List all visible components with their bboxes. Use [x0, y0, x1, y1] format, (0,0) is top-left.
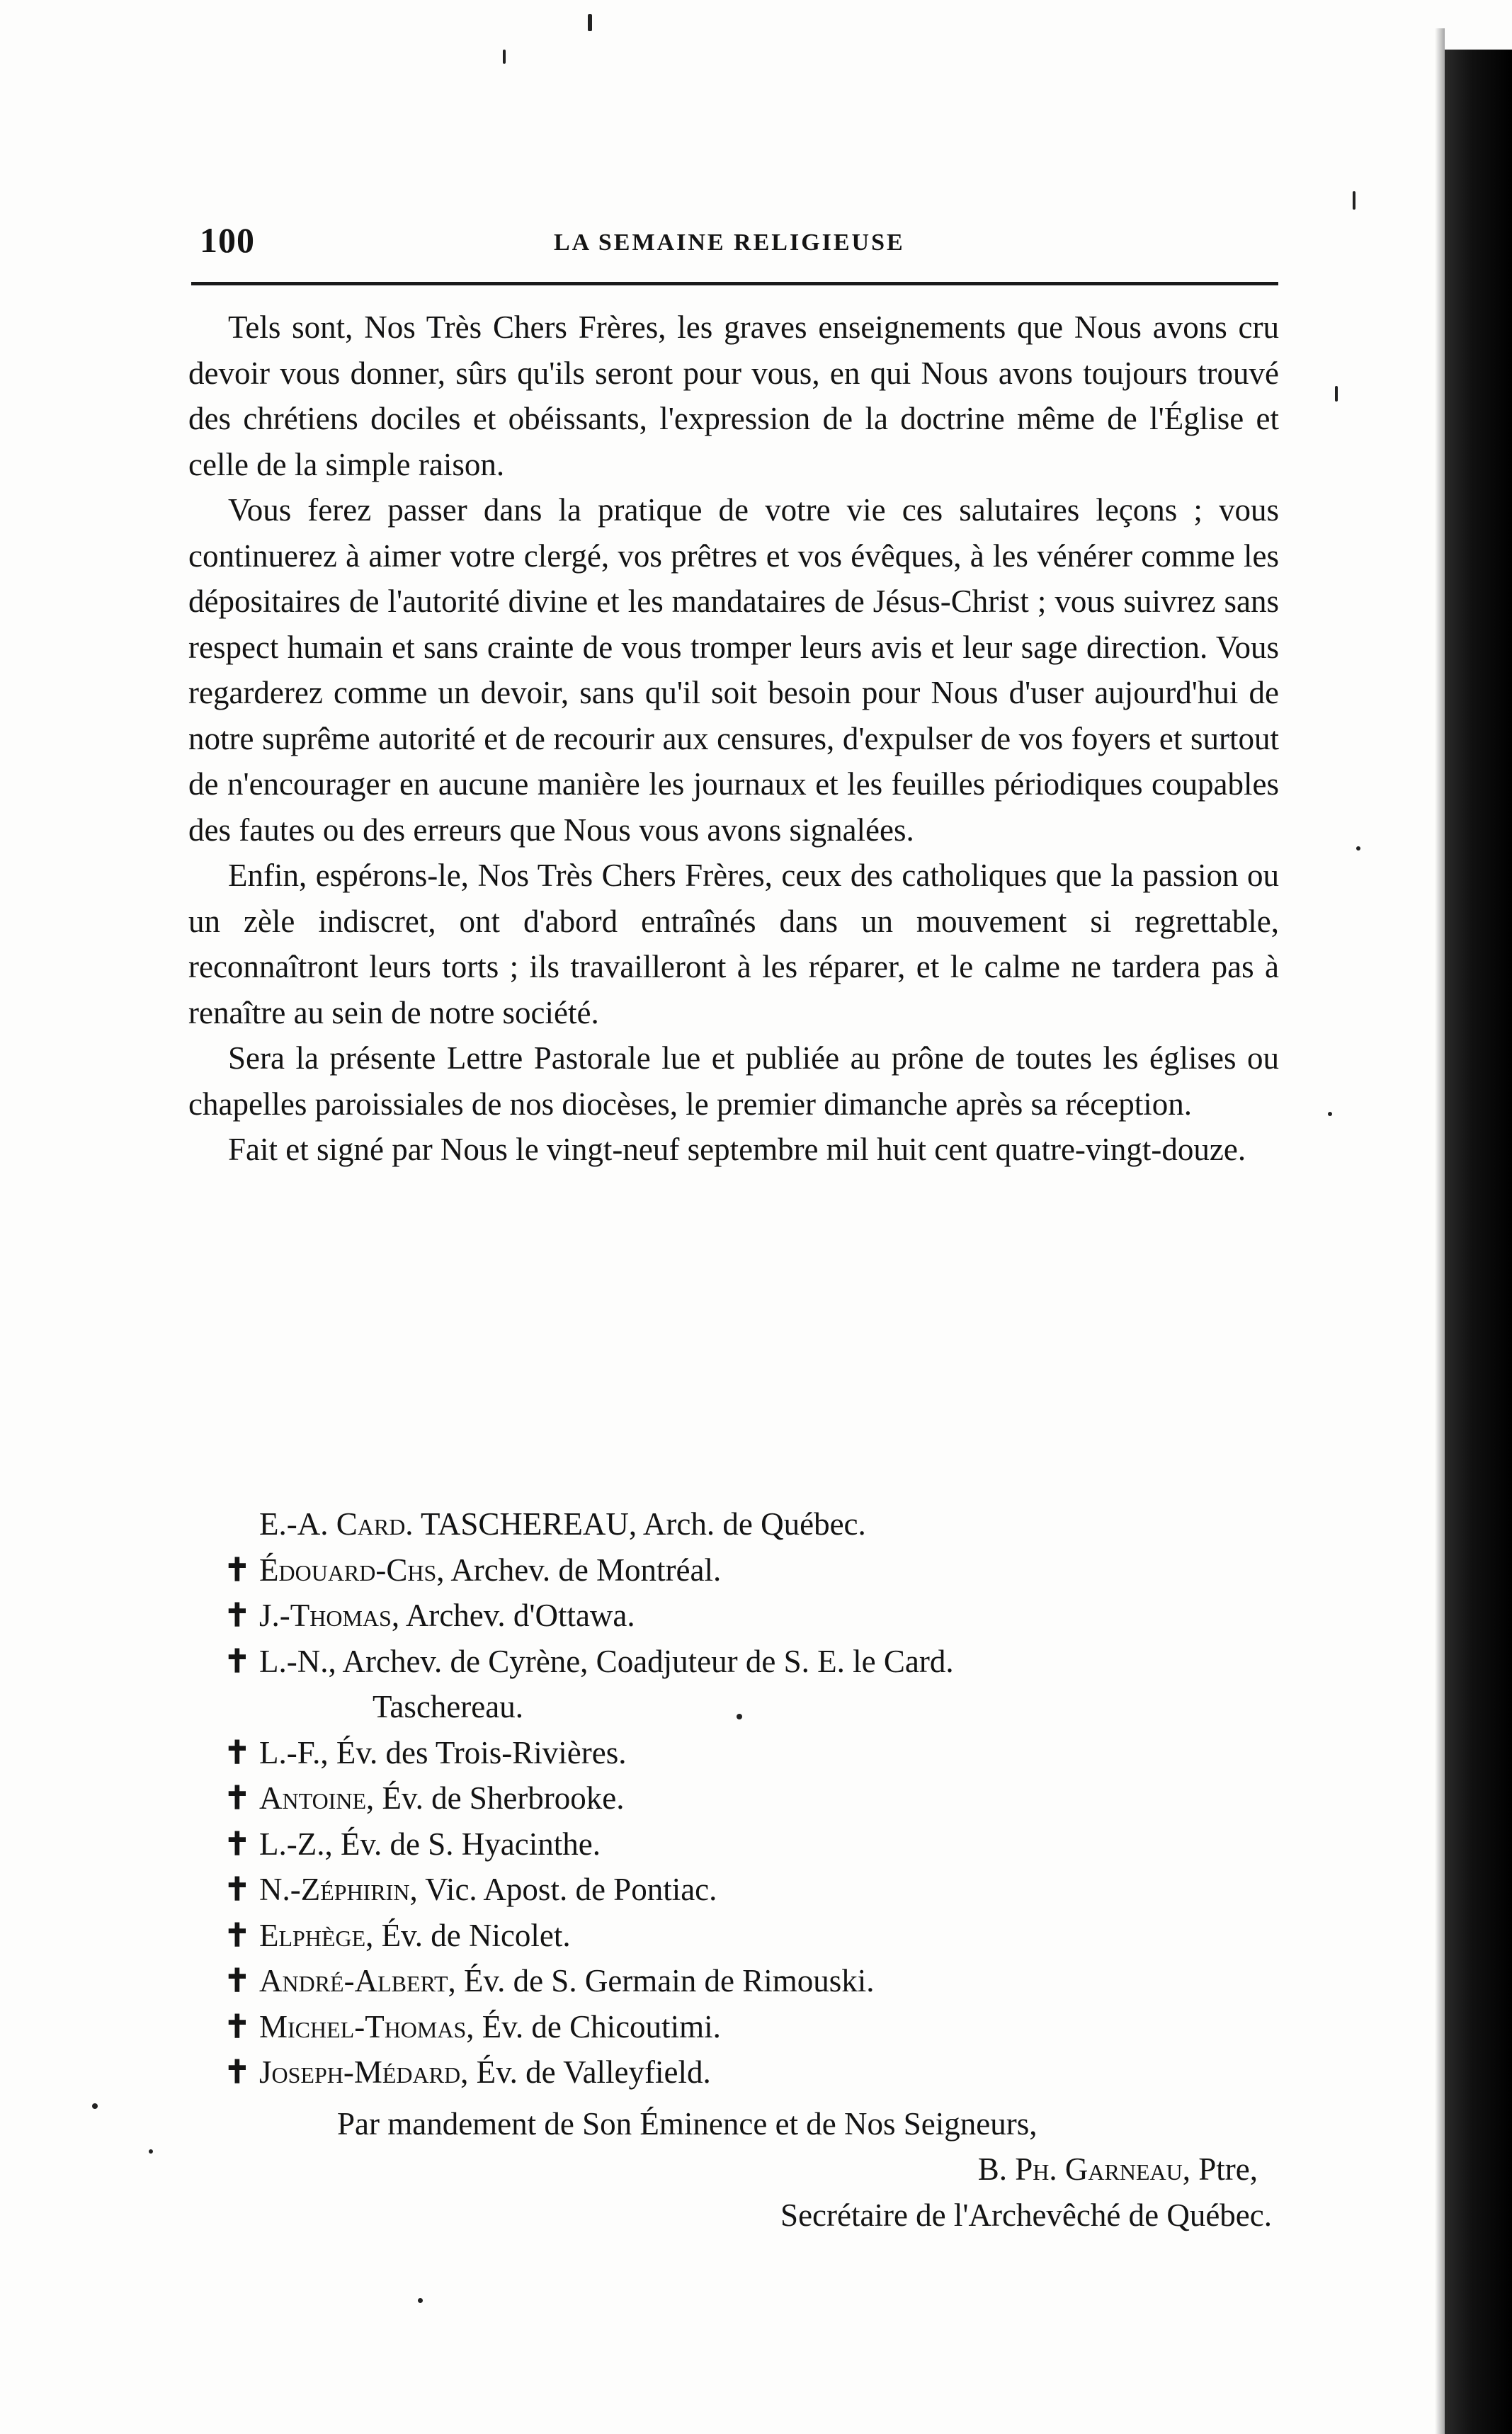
cross-icon: ✝ [224, 1643, 251, 1679]
cross-icon: ✝ [224, 2054, 251, 2090]
mandement-line: Par mandement de Son Éminence et de Nos Seigneurs, [337, 2105, 1038, 2142]
signature-bishop [188, 1593, 1279, 1639]
signature-see: , Archev. de Montréal. [436, 1552, 722, 1588]
signature-see: , Év. de Chicoutimi. [466, 2008, 721, 2045]
paragraph-hope: Enfin, espérons-le, Nos Très Chers Frères, ceux des catholiques que la passion ou un zèle indiscret, ont d'abord entraînés dans un mouvement si regrettable, reconnaîtront leurs torts ; ils travailleront à les réparer, et le calme ne tardera pas à renaître au sein de notre société. [188, 858, 1279, 1030]
signature-see: , Év. de S. Hyacinthe. [324, 1826, 601, 1862]
letter-body [188, 305, 1279, 1173]
scan-speck [503, 50, 506, 64]
signature-see: , Vic. Apost. de Pontiac. [409, 1872, 717, 1907]
cross-icon: ✝ [224, 1917, 251, 1953]
running-title: LA SEMAINE RELIGIEUSE [554, 229, 905, 256]
signature-bishop [188, 2004, 1279, 2050]
page-edge-gradient [1435, 28, 1445, 2434]
page-header [200, 220, 1273, 269]
paragraph-conclusion: Tels sont, Nos Très Chers Frères, les graves enseignements que Nous avons cru devoir vous donner, sûrs qu'ils seront pour vous, en qui Nous avons toujours trouvé des chrétiens dociles et obéissants, l'expression de la doctrine même de l'Église et celle de la simple raison. [188, 309, 1279, 482]
signature-name: N.-Zéphirin [259, 1872, 410, 1907]
signature-name: Édouard-Chs [259, 1552, 437, 1588]
page-number: 100 [200, 220, 255, 260]
signature-see: , Év. de S. Germain de Rimouski. [448, 1963, 875, 1998]
signature-bishop [188, 1547, 1279, 1593]
scan-speck [149, 2149, 153, 2154]
scan-speck [92, 2103, 98, 2109]
secretary-title: Secrétaire de l'Archevêché de Québec. [780, 2197, 1272, 2233]
scan-speck [1353, 191, 1355, 210]
scan-speck [1335, 386, 1338, 402]
signature-bishop [188, 1913, 1279, 1959]
signature-see: , Év. de Sherbrooke. [366, 1780, 625, 1816]
signature-name: J.-Thomas [259, 1598, 392, 1633]
signature-see: , Archev. d'Ottawa. [391, 1598, 635, 1633]
signature-name: Joseph-Médard [259, 2054, 461, 2090]
signature-bishop [188, 1775, 1279, 1821]
cross-icon: ✝ [224, 1734, 251, 1770]
signature-name: L.-N. [259, 1643, 329, 1679]
signature-bishop [188, 1867, 1279, 1913]
secretary-suffix: , Ptre, [1182, 2151, 1258, 2187]
signature-see: , Archev. de Cyrène, Coadjuteur de S. E. le Card. [328, 1643, 954, 1679]
header-rule [191, 282, 1278, 285]
cross-icon: ✝ [224, 1780, 251, 1816]
scan-speck [1328, 1112, 1332, 1116]
book-gutter-shadow [1445, 50, 1512, 2434]
scan-speck [588, 14, 592, 31]
signature-bishop [188, 1958, 1279, 2004]
signature-cardinal-title: TASCHEREAU, Arch. de Québec. [413, 1506, 866, 1542]
secretary-name: B. Ph. Garneau [977, 2151, 1183, 2187]
signature-bishop [188, 1639, 1279, 1685]
signature-block [188, 1501, 1279, 2238]
signature-see: , Év. de Nicolet. [365, 1917, 571, 1953]
signature-cardinal [188, 1501, 1279, 1547]
signature-see: , Év. de Valleyfield. [460, 2054, 711, 2090]
cross-icon: ✝ [224, 1963, 251, 1998]
paragraph-exhortation: Vous ferez passer dans la pratique de votre vie ces salutaires leçons ; vous continuerez à aimer votre clergé, vos prêtres et vos évêques, à les vénérer comme les dépositaires de l'autorité divine et les mandataires de Jésus-Christ ; vous suivrez sans respect humain et sans crainte de vous tromper leurs avis et leur sage direction. Vous regarderez comme un devoir, sans qu'il soit besoin pour Nous d'user aujourd'hui de notre suprême autorité et de recourir aux censures, d'expulser de vos foyers et surtout de n'encourager en aucune manière les journaux et les feuilles périodiques coupables des fautes ou des erreurs que Nous vous avons signalées. [188, 492, 1279, 848]
signature-name: Elphège [259, 1917, 366, 1953]
scan-speck [737, 1714, 742, 1719]
cross-icon: ✝ [224, 1552, 251, 1588]
signature-name: André-Albert [259, 1963, 448, 1998]
signature-name: Antoine [259, 1780, 366, 1816]
signature-cardinal-name: E.-A. Card. [259, 1506, 414, 1542]
cross-icon: ✝ [224, 1598, 251, 1633]
paragraph-reading-order: Sera la présente Lettre Pastorale lue et publiée au prône de toutes les églises ou chapelles paroissiales de nos diocèses, le premier dimanche après sa réception. [188, 1040, 1279, 1122]
signature-bishop [188, 1730, 1279, 1776]
paragraph-date: Fait et signé par Nous le vingt-neuf septembre mil huit cent quatre-vingt-douze. [228, 1132, 1246, 1167]
signature-see: , Év. des Trois-Rivières. [320, 1734, 627, 1770]
secretary-signature [188, 2146, 1279, 2193]
cross-icon: ✝ [224, 2008, 251, 2045]
signature-continuation: Taschereau. [373, 1689, 523, 1724]
signature-name: Michel-Thomas [259, 2008, 467, 2045]
cross-icon: ✝ [224, 1872, 251, 1907]
signature-name: L.-Z. [259, 1826, 325, 1862]
scan-speck [418, 2298, 423, 2303]
cross-icon: ✝ [224, 1826, 251, 1862]
scan-speck [1356, 846, 1360, 851]
signature-bishop [188, 2049, 1279, 2095]
signature-bishop [188, 1821, 1279, 1867]
signature-name: L.-F. [259, 1734, 321, 1770]
